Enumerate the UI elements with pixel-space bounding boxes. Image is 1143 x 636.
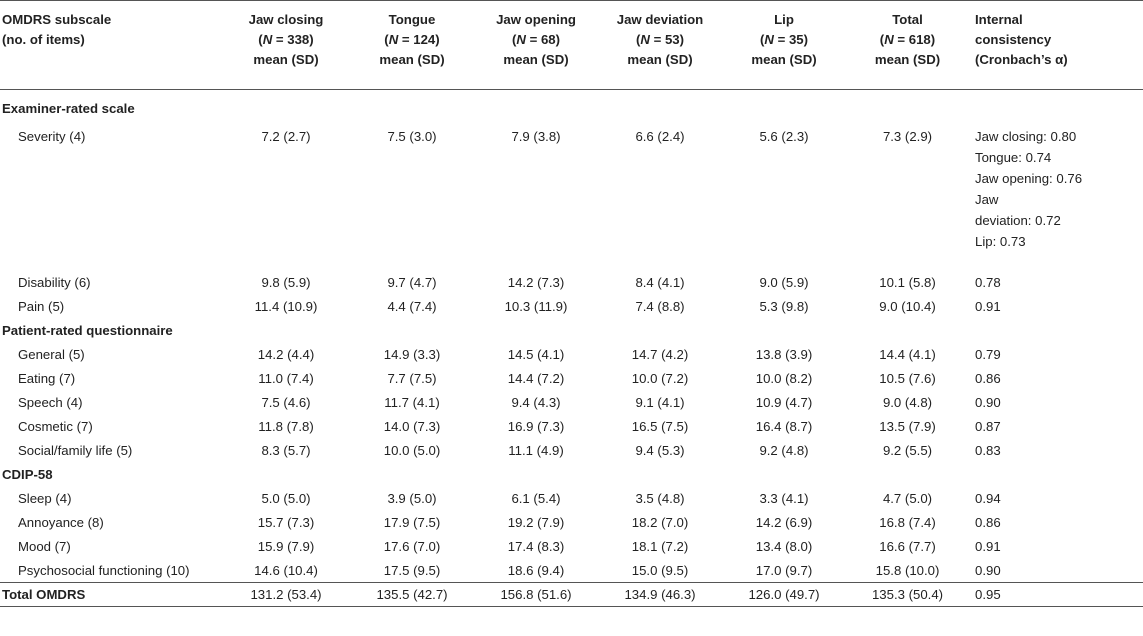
table-row: [0, 271, 1143, 295]
mean-sd-cell: 14.2 (4.4): [257, 346, 315, 362]
mean-sd-cell: 7.9 (3.8): [511, 128, 561, 144]
subscale-label: Psychosocial functioning (10): [18, 562, 190, 578]
mean-sd-cell: 7.7 (7.5): [387, 370, 437, 386]
group-n: (N = 338): [258, 32, 314, 47]
section-header-row: [0, 90, 1143, 122]
mean-sd-cell: 126.0 (49.7): [722, 583, 846, 607]
mean-sd-cell: 14.4 (4.1): [879, 346, 936, 362]
section-header-row: [0, 463, 1143, 487]
table-row: [0, 439, 1143, 463]
mean-sd-cell: 11.7 (4.1): [384, 394, 440, 410]
mean-sd-cell: 17.9 (7.5): [383, 514, 441, 530]
group-stat: mean (SD): [751, 52, 817, 67]
header-tongue: [350, 1, 474, 90]
mean-sd-cell: 16.8 (7.4): [879, 514, 936, 530]
group-name: Jaw opening: [496, 12, 576, 27]
subscale-label: Severity (4): [18, 128, 86, 144]
mean-sd-cell: 9.0 (5.9): [759, 274, 809, 290]
group-stat: mean (SD): [253, 52, 319, 67]
cronbach-alpha-cell: [969, 122, 1143, 271]
table-row: [0, 295, 1143, 319]
mean-sd-cell: 9.1 (4.1): [635, 394, 685, 410]
cronbach-alpha-cell: 0.79: [975, 346, 1001, 362]
table-row: [0, 535, 1143, 559]
mean-sd-cell: 9.0 (4.8): [882, 394, 933, 410]
subscale-label: Annoyance (8): [18, 514, 104, 530]
mean-sd-cell: 10.0 (5.0): [383, 442, 441, 458]
mean-sd-cell: 15.7 (7.3): [257, 514, 315, 530]
subscale-label: Cosmetic (7): [18, 418, 93, 434]
section-title: Examiner-rated scale: [2, 101, 135, 116]
mean-sd-cell: 17.5 (9.5): [383, 562, 441, 578]
header-row: [0, 1, 1143, 90]
mean-sd-cell: 5.6 (2.3): [759, 128, 809, 144]
alpha-line: Tongue: 0.74: [975, 149, 1052, 165]
mean-sd-cell: 11.0 (7.4): [258, 370, 314, 386]
alpha-line: Jaw closing: 0.80: [975, 128, 1077, 144]
mean-sd-cell: 11.4 (10.9): [254, 298, 318, 314]
subscale-label: Social/family life (5): [18, 442, 133, 458]
mean-sd-cell: 18.6 (9.4): [507, 562, 565, 578]
group-n: (N = 124): [384, 32, 440, 47]
total-row: [0, 583, 1143, 607]
mean-sd-cell: 3.3 (4.1): [759, 490, 809, 506]
alpha-line: Jaw: [975, 191, 999, 207]
mean-sd-cell: 16.6 (7.7): [879, 538, 936, 554]
mean-sd-cell: 17.6 (7.0): [383, 538, 441, 554]
mean-sd-cell: 16.9 (7.3): [507, 418, 565, 434]
mean-sd-cell: 11.8 (7.8): [258, 418, 314, 434]
mean-sd-cell: 135.3 (50.4): [846, 583, 969, 607]
mean-sd-cell: 10.5 (7.6): [879, 370, 936, 386]
mean-sd-cell: 14.0 (7.3): [383, 418, 441, 434]
subscale-label: Sleep (4): [18, 490, 72, 506]
mean-sd-cell: 17.0 (9.7): [755, 562, 813, 578]
group-name: Total: [892, 12, 923, 27]
subscale-label: Pain (5): [18, 298, 65, 314]
mean-sd-cell: 156.8 (51.6): [474, 583, 598, 607]
alpha-line: deviation: 0.72: [975, 212, 1061, 228]
table-row: [0, 122, 1143, 271]
mean-sd-cell: 14.6 (10.4): [254, 562, 318, 578]
mean-sd-cell: 15.9 (7.9): [257, 538, 315, 554]
group-n: (N = 68): [511, 32, 561, 47]
table-row: [0, 391, 1143, 415]
mean-sd-cell: 16.4 (8.7): [755, 418, 813, 434]
mean-sd-cell: 18.2 (7.0): [631, 514, 689, 530]
alpha-line: Lip: 0.73: [975, 233, 1026, 249]
mean-sd-cell: 14.9 (3.3): [383, 346, 441, 362]
table-row: [0, 487, 1143, 511]
header-total: [846, 1, 969, 90]
cronbach-alpha-cell: 0.91: [975, 538, 1001, 554]
mean-sd-cell: 9.4 (4.3): [511, 394, 561, 410]
mean-sd-cell: 9.2 (4.8): [759, 442, 809, 458]
mean-sd-cell: 4.4 (7.4): [387, 298, 437, 314]
mean-sd-cell: 16.5 (7.5): [631, 418, 689, 434]
mean-sd-cell: 9.8 (5.9): [261, 274, 311, 290]
mean-sd-cell: 9.0 (10.4): [879, 298, 936, 314]
cronbach-alpha-cell: 0.86: [975, 514, 1001, 530]
mean-sd-cell: 131.2 (53.4): [222, 583, 350, 607]
alpha-line: Jaw opening: 0.76: [975, 170, 1083, 186]
mean-sd-cell: 7.5 (3.0): [387, 128, 437, 144]
mean-sd-cell: 134.9 (46.3): [598, 583, 722, 607]
mean-sd-cell: 3.9 (5.0): [387, 490, 437, 506]
mean-sd-cell: 18.1 (7.2): [631, 538, 689, 554]
mean-sd-cell: 19.2 (7.9): [507, 514, 565, 530]
subscale-label: Mood (7): [18, 538, 71, 554]
mean-sd-cell: 14.4 (7.2): [507, 370, 565, 386]
table-row: [0, 343, 1143, 367]
subscale-label: General (5): [18, 346, 85, 362]
group-name: Jaw deviation: [616, 12, 704, 27]
table-row: [0, 415, 1143, 439]
mean-sd-cell: 14.5 (4.1): [507, 346, 565, 362]
section-title: CDIP-58: [2, 466, 53, 482]
mean-sd-cell: 7.3 (2.9): [882, 128, 933, 144]
subscale-label: Speech (4): [18, 394, 83, 410]
mean-sd-cell: 13.8 (3.9): [755, 346, 813, 362]
mean-sd-cell: 6.6 (2.4): [635, 128, 685, 144]
cronbach-alpha-cell: 0.90: [975, 562, 1001, 578]
header-internal-consistency: Internal consistency (Cronbach’s α): [969, 1, 1143, 90]
group-stat: mean (SD): [503, 52, 569, 67]
group-name: Tongue: [388, 12, 436, 27]
cronbach-alpha-cell: 0.90: [975, 394, 1001, 410]
subscale-label: Eating (7): [18, 370, 76, 386]
header-subscale: OMDRS subscale (no. of items): [0, 1, 222, 90]
mean-sd-cell: 13.4 (8.0): [755, 538, 813, 554]
mean-sd-cell: 15.0 (9.5): [631, 562, 689, 578]
header-lip: [722, 1, 846, 90]
total-label: Total OMDRS: [0, 583, 222, 607]
cronbach-alpha-cell: 0.94: [975, 490, 1001, 506]
cronbach-alpha-cell: 0.87: [975, 418, 1001, 434]
mean-sd-cell: 9.4 (5.3): [635, 442, 685, 458]
mean-sd-cell: 17.4 (8.3): [507, 538, 565, 554]
table-row: [0, 559, 1143, 583]
mean-sd-cell: 15.8 (10.0): [875, 562, 940, 578]
header-jaw-deviation: [598, 1, 722, 90]
mean-sd-cell: 10.3 (11.9): [504, 298, 568, 314]
mean-sd-cell: 7.4 (8.8): [635, 298, 685, 314]
mean-sd-cell: 13.5 (7.9): [879, 418, 936, 434]
group-n: (N = 53): [635, 32, 685, 47]
mean-sd-cell: 3.5 (4.8): [635, 490, 685, 506]
mean-sd-cell: 5.3 (9.8): [759, 298, 809, 314]
header-jaw-closing: [222, 1, 350, 90]
mean-sd-cell: 5.0 (5.0): [261, 490, 311, 506]
mean-sd-cell: 6.1 (5.4): [511, 490, 561, 506]
mean-sd-cell: 14.7 (4.2): [631, 346, 689, 362]
group-name: Jaw closing: [248, 12, 324, 27]
header-jaw-opening: [474, 1, 598, 90]
section-title: Patient-rated questionnaire: [2, 322, 173, 338]
mean-sd-cell: 10.0 (8.2): [755, 370, 813, 386]
mean-sd-cell: 4.7 (5.0): [882, 490, 933, 506]
table-row: [0, 511, 1143, 535]
group-stat: mean (SD): [627, 52, 693, 67]
group-n: (N = 618): [879, 32, 936, 47]
cronbach-alpha-cell: 0.95: [969, 583, 1143, 607]
cronbach-alpha-cell: 0.91: [975, 298, 1001, 314]
cronbach-alpha-cell: 0.83: [975, 442, 1001, 458]
subscale-label: Disability (6): [18, 274, 91, 290]
table-body: [0, 90, 1143, 607]
mean-sd-cell: 10.9 (4.7): [755, 394, 813, 410]
mean-sd-cell: 9.2 (5.5): [882, 442, 933, 458]
mean-sd-cell: 10.1 (5.8): [879, 274, 936, 290]
cronbach-alpha-cell: 0.78: [975, 274, 1001, 290]
mean-sd-cell: 14.2 (6.9): [755, 514, 813, 530]
group-n: (N = 35): [759, 32, 809, 47]
table-row: [0, 367, 1143, 391]
mean-sd-cell: 135.5 (42.7): [350, 583, 474, 607]
mean-sd-cell: 11.1 (4.9): [508, 442, 564, 458]
group-stat: mean (SD): [874, 52, 941, 67]
section-header-row: [0, 319, 1143, 343]
mean-sd-cell: 10.0 (7.2): [631, 370, 689, 386]
group-stat: mean (SD): [379, 52, 445, 67]
cronbach-alpha-cell: 0.86: [975, 370, 1001, 386]
mean-sd-cell: 8.3 (5.7): [261, 442, 311, 458]
mean-sd-cell: 8.4 (4.1): [635, 274, 685, 290]
mean-sd-cell: 7.5 (4.6): [261, 394, 311, 410]
mean-sd-cell: 14.2 (7.3): [507, 274, 565, 290]
group-name: Lip: [774, 12, 794, 27]
mean-sd-cell: 9.7 (4.7): [387, 274, 437, 290]
mean-sd-cell: 7.2 (2.7): [261, 128, 311, 144]
